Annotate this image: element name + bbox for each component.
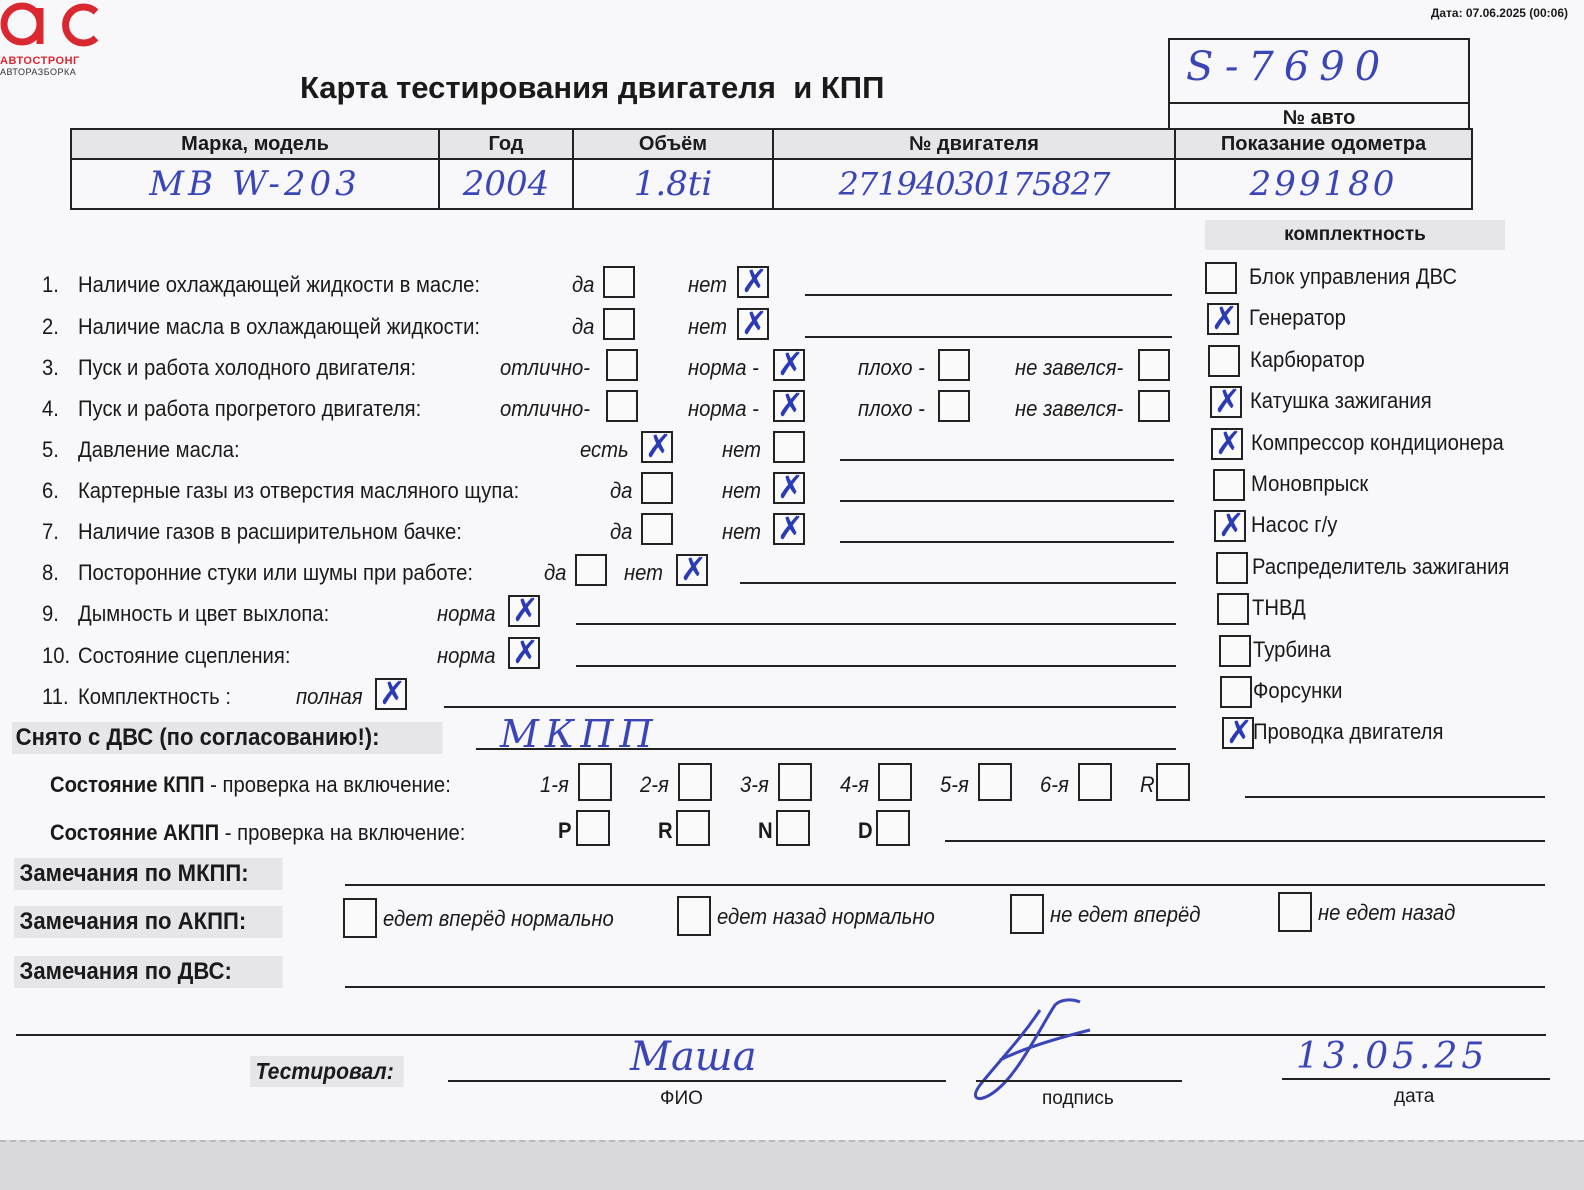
option-checkbox[interactable] <box>603 308 635 340</box>
test-label: Наличие газов в расширительном бачке: <box>78 519 462 544</box>
completeness-checkbox[interactable] <box>1216 552 1248 584</box>
option-checkbox[interactable] <box>773 390 805 422</box>
option-checkbox[interactable] <box>1138 349 1170 381</box>
completeness-item-label: Блок управления ДВС <box>1249 264 1458 289</box>
completeness-item-label: Карбюратор <box>1250 346 1365 372</box>
remarks-mkpp-line <box>345 884 1545 886</box>
remarks-mkpp-label: Замечания по МКПП: <box>14 858 283 890</box>
completeness-title: комплектность <box>1205 220 1505 250</box>
akpp-remark-checkbox[interactable] <box>677 896 711 936</box>
auto-number-value: S-7690 <box>1186 44 1391 90</box>
completeness-item-label: Форсунки <box>1253 678 1343 703</box>
answer-line <box>805 336 1172 338</box>
gear-checkbox[interactable] <box>776 810 810 846</box>
option-label: отлично- <box>500 355 590 380</box>
answer-line <box>805 294 1172 296</box>
test-label: Посторонние стуки или шумы при работе: <box>78 560 474 585</box>
gear-checkbox[interactable] <box>1156 763 1190 801</box>
tested-by-name: Маша <box>630 1034 757 1080</box>
gear-label: R <box>658 818 673 843</box>
option-label: нет <box>688 272 728 297</box>
option-checkbox[interactable] <box>641 431 673 463</box>
logo-subtitle: АВТОРАЗБОРКА <box>0 67 77 77</box>
completeness-checkbox[interactable] <box>1205 262 1237 294</box>
completeness-item-label: Турбина <box>1253 636 1331 662</box>
option-checkbox[interactable] <box>606 349 638 381</box>
option-checkbox[interactable] <box>737 266 769 298</box>
auto-gearbox-label-rest: - проверка на включение: <box>219 820 466 845</box>
option-label: да <box>572 272 595 297</box>
gear-label: 4-я <box>840 772 869 797</box>
option-label: нет <box>722 437 762 462</box>
answer-line <box>576 665 1176 667</box>
option-checkbox[interactable] <box>606 390 638 422</box>
answer-line <box>444 706 1176 708</box>
completeness-checkbox[interactable] <box>1214 510 1246 542</box>
col-header-year: Год <box>439 129 573 159</box>
option-label: нет <box>722 478 762 503</box>
option-label: не завелся- <box>1015 355 1124 380</box>
completeness-item-label: Распределитель зажигания <box>1252 553 1510 579</box>
gear-label: P <box>558 818 572 843</box>
gear-checkbox[interactable] <box>676 810 710 846</box>
manual-gearbox-label-bold: Состояние КПП <box>50 772 205 797</box>
value-odometer: 299180 <box>1175 159 1472 209</box>
option-checkbox[interactable] <box>773 472 805 504</box>
value-engine-number: 27194030175827 <box>773 159 1175 209</box>
akpp-remark-label: не едет вперёд <box>1050 902 1201 927</box>
option-label: полная <box>296 684 363 709</box>
gear-checkbox[interactable] <box>678 763 712 801</box>
option-label: плохо - <box>858 396 925 421</box>
gear-label: 3-я <box>740 772 769 797</box>
option-label: нет <box>688 314 728 339</box>
option-label: норма - <box>688 396 759 421</box>
gear-label: N <box>758 818 773 843</box>
gear-checkbox[interactable] <box>578 763 612 801</box>
option-checkbox[interactable] <box>1138 390 1170 422</box>
option-label: норма <box>437 601 496 626</box>
auto-gearbox-line <box>945 840 1545 842</box>
test-label: Комплектность : <box>78 684 231 709</box>
answer-line <box>576 623 1176 625</box>
completeness-checkbox[interactable] <box>1208 345 1240 377</box>
test-number: 1. <box>42 272 59 297</box>
torn-edge <box>0 1140 1584 1190</box>
test-number: 3. <box>42 355 59 380</box>
option-checkbox[interactable] <box>773 431 805 463</box>
test-label: Состояние сцепления: <box>78 643 291 668</box>
option-label: плохо - <box>858 355 925 380</box>
tested-date: 13.05.25 <box>1296 1036 1489 1077</box>
remarks-dvs-label: Замечания по ДВС: <box>14 956 283 988</box>
date-line <box>1282 1078 1550 1080</box>
remarks-akpp-label: Замечания по АКПП: <box>14 906 283 938</box>
value-model: MB W-203 <box>71 159 439 209</box>
date-caption: дата <box>1394 1086 1435 1107</box>
signature-caption: подпись <box>1042 1088 1114 1109</box>
answer-line <box>840 500 1174 502</box>
test-number: 2. <box>42 314 59 339</box>
test-label: Дымность и цвет выхлопа: <box>78 601 330 626</box>
col-header-volume: Объём <box>573 129 773 159</box>
option-checkbox[interactable] <box>508 637 540 669</box>
signature-line <box>976 1080 1182 1082</box>
test-number: 9. <box>42 601 59 626</box>
col-header-odometer: Показание одометра <box>1175 129 1472 159</box>
option-checkbox[interactable] <box>603 266 635 298</box>
option-label: нет <box>624 560 664 585</box>
test-label: Наличие охлаждающей жидкости в масле: <box>78 272 481 297</box>
option-checkbox[interactable] <box>773 349 805 381</box>
akpp-remark-label: не едет назад <box>1318 900 1456 925</box>
auto-gearbox-label-bold: Состояние АКПП <box>50 820 220 845</box>
option-checkbox[interactable] <box>375 678 407 710</box>
option-checkbox[interactable] <box>938 349 970 381</box>
test-number: 7. <box>42 519 59 544</box>
value-volume: 1.8ti <box>573 159 773 209</box>
akpp-remark-checkbox[interactable] <box>1010 894 1044 934</box>
gear-checkbox[interactable] <box>876 810 910 846</box>
gear-label: 6-я <box>1040 772 1069 797</box>
manual-gearbox-label-rest: - проверка на включение: <box>204 772 451 797</box>
answer-line <box>840 459 1174 461</box>
completeness-checkbox[interactable] <box>1211 428 1243 460</box>
gear-label: 1-я <box>540 772 569 797</box>
option-checkbox[interactable] <box>508 595 540 627</box>
date-stamp: Дата: 07.06.2025 (00:06) <box>1430 6 1568 20</box>
auto-gearbox-label <box>50 820 465 846</box>
option-label: норма <box>437 643 496 668</box>
test-label: Давление масла: <box>78 437 240 462</box>
completeness-item-label: Насос г/у <box>1251 512 1338 538</box>
option-label: да <box>544 560 567 585</box>
completeness-checkbox[interactable] <box>1222 717 1254 749</box>
value-year: 2004 <box>439 159 573 209</box>
test-label: Пуск и работа прогретого двигателя: <box>78 396 422 421</box>
gear-label: R <box>1140 772 1155 797</box>
test-number: 10. <box>42 643 71 668</box>
option-label: нет <box>722 519 762 544</box>
test-number: 8. <box>42 560 59 585</box>
answer-line <box>840 541 1174 543</box>
option-checkbox[interactable] <box>773 513 805 545</box>
completeness-checkbox[interactable] <box>1213 469 1245 501</box>
test-label: Пуск и работа холодного двигателя: <box>78 355 417 380</box>
test-label: Картерные газы из отверстия масляного щупа: <box>78 478 520 503</box>
tested-by-label: Тестировал: <box>250 1056 404 1087</box>
option-label: отлично- <box>500 396 590 421</box>
akpp-remark-label: едет вперёд нормально <box>383 906 614 931</box>
manual-gearbox-label <box>50 772 451 798</box>
gear-checkbox[interactable] <box>978 763 1012 801</box>
akpp-remark-checkbox[interactable] <box>343 898 377 938</box>
option-checkbox[interactable] <box>575 554 607 586</box>
removed-value: МКПП <box>500 712 659 756</box>
completeness-item-label: Катушка зажигания <box>1250 388 1432 414</box>
name-line <box>448 1080 946 1082</box>
completeness-item-label: Моновпрыск <box>1251 471 1369 496</box>
test-number: 6. <box>42 478 59 503</box>
completeness-checkbox[interactable] <box>1219 635 1251 667</box>
name-caption: ФИО <box>660 1088 703 1109</box>
option-label: норма - <box>688 355 759 380</box>
form-title: Карта тестирования двигателя и КПП <box>300 70 885 105</box>
col-header-model: Марка, модель <box>71 129 439 159</box>
option-checkbox[interactable] <box>737 308 769 340</box>
removed-line <box>476 748 1176 750</box>
logo-mark-icon <box>0 0 100 48</box>
option-label: не завелся- <box>1015 396 1124 421</box>
completeness-checkbox[interactable] <box>1207 303 1239 335</box>
option-checkbox[interactable] <box>641 513 673 545</box>
gear-label: 5-я <box>940 772 969 797</box>
manual-gearbox-line <box>1245 796 1545 798</box>
option-label: да <box>610 478 633 503</box>
completeness-item-label: ТНВД <box>1252 595 1306 621</box>
test-number: 4. <box>42 396 59 421</box>
completeness-checkbox[interactable] <box>1210 386 1242 418</box>
akpp-remark-checkbox[interactable] <box>1278 892 1312 932</box>
option-checkbox[interactable] <box>641 472 673 504</box>
test-number: 5. <box>42 437 59 462</box>
completeness-checkbox[interactable] <box>1217 593 1249 625</box>
removed-label: Снято с ДВС (по согласованию!): <box>12 722 443 754</box>
remarks-dvs-line <box>345 986 1545 988</box>
gear-label: 2-я <box>640 772 669 797</box>
completeness-item-label: Генератор <box>1249 305 1346 331</box>
auto-number-box <box>1168 38 1470 130</box>
test-number: 11. <box>42 684 69 709</box>
vehicle-header-table <box>70 128 1473 210</box>
option-checkbox[interactable] <box>938 390 970 422</box>
completeness-item-label: Проводка двигателя <box>1253 719 1444 745</box>
answer-line <box>740 582 1176 584</box>
option-label: да <box>610 519 633 544</box>
option-label: есть <box>580 437 629 462</box>
option-label: да <box>572 314 595 339</box>
gear-label: D <box>858 818 873 843</box>
option-checkbox[interactable] <box>676 554 708 586</box>
gear-checkbox[interactable] <box>878 763 912 801</box>
gear-checkbox[interactable] <box>778 763 812 801</box>
col-header-engine-number: № двигателя <box>773 129 1175 159</box>
company-logo <box>0 0 110 80</box>
akpp-remark-label: едет назад нормально <box>717 904 935 929</box>
logo-name: АВТОСТРОНГ <box>0 55 80 67</box>
auto-number-label: № авто <box>1170 102 1468 132</box>
gear-checkbox[interactable] <box>576 810 610 846</box>
completeness-item-label: Компрессор кондиционера <box>1251 429 1504 455</box>
completeness-checkbox[interactable] <box>1220 676 1252 708</box>
test-label: Наличие масла в охлаждающей жидкости: <box>78 314 481 339</box>
gear-checkbox[interactable] <box>1078 763 1112 801</box>
